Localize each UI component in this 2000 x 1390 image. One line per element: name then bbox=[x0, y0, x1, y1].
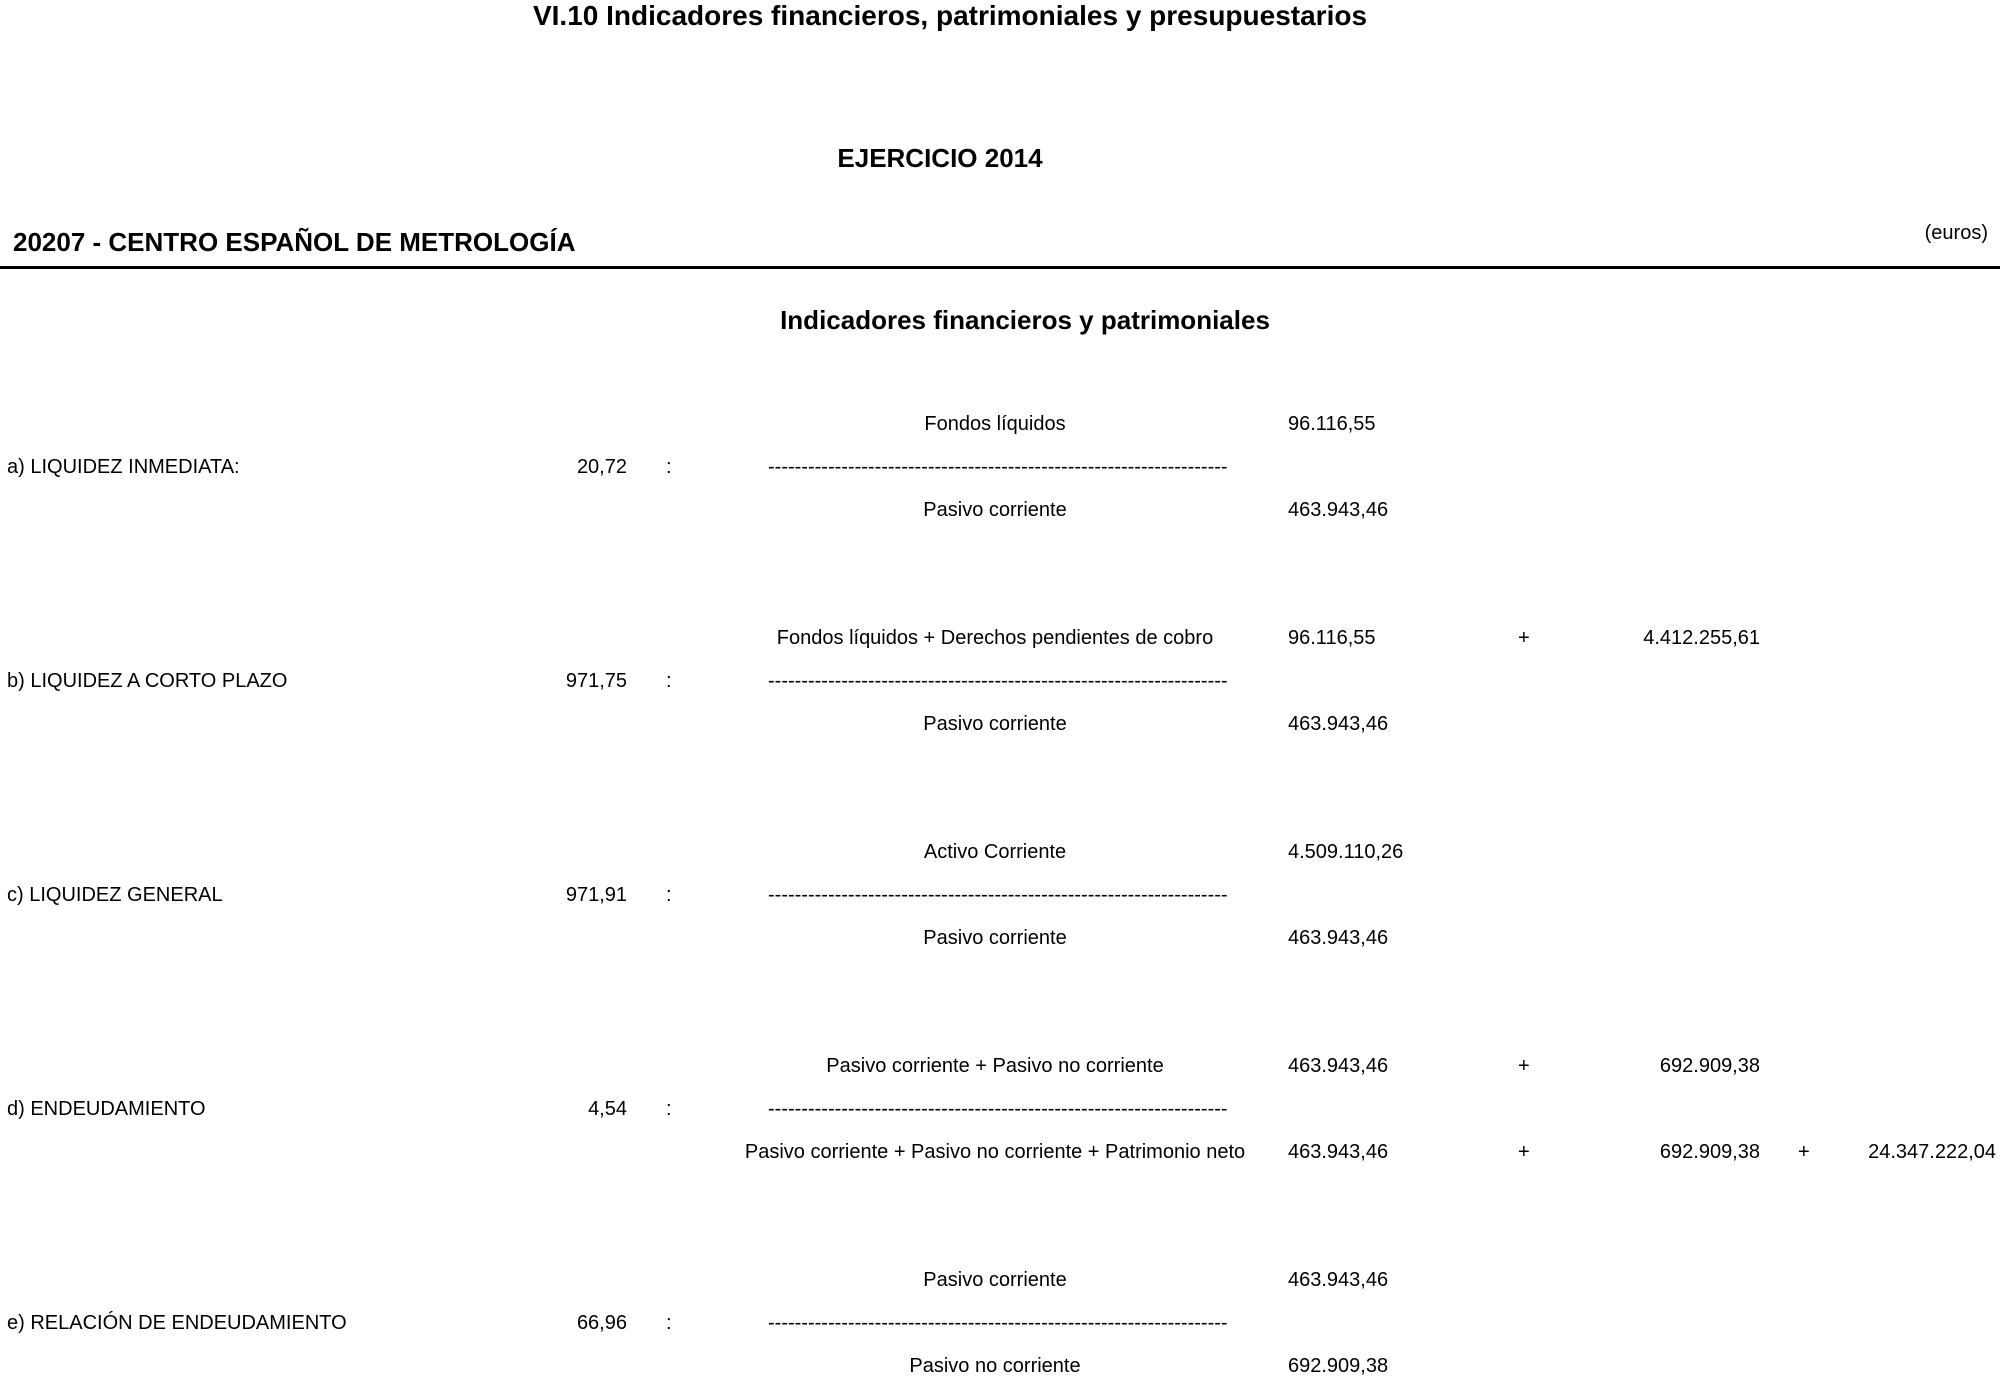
numerator-plus-sign: + bbox=[1518, 627, 1530, 649]
numerator-value-1: 463.943,46 bbox=[1288, 1055, 1389, 1077]
denominator-expression: Pasivo corriente bbox=[923, 927, 1067, 949]
denominator-expression: Pasivo corriente bbox=[923, 499, 1067, 521]
fraction-rule: --------------------------------------------------------------------- bbox=[768, 456, 1228, 478]
denominator-plus-sign-2: + bbox=[1798, 1141, 1810, 1163]
fraction-rule: --------------------------------------------------------------------- bbox=[768, 1098, 1228, 1120]
indicator-endeudamiento bbox=[0, 1046, 2000, 1176]
denominator-value-1: 463.943,46 bbox=[1288, 927, 1389, 949]
indicator-label: d) ENDEUDAMIENTO bbox=[7, 1098, 206, 1120]
numerator-value-2: 4.412.255,61 bbox=[1643, 627, 1760, 649]
indicator-ratio: 971,75 bbox=[565, 670, 627, 692]
indicator-relacion-endeudamiento bbox=[0, 1260, 2000, 1390]
fraction-rule: --------------------------------------------------------------------- bbox=[768, 884, 1228, 906]
header-divider bbox=[0, 266, 2000, 269]
indicator-liquidez-inmediata bbox=[0, 404, 2000, 534]
section-title: Indicadores financieros y patrimoniales bbox=[780, 305, 1270, 335]
denominator-value-2: 692.909,38 bbox=[1659, 1141, 1760, 1163]
indicator-ratio: 20,72 bbox=[576, 456, 627, 478]
denominator-expression: Pasivo corriente bbox=[923, 713, 1067, 735]
numerator-value-1: 96.116,55 bbox=[1288, 413, 1376, 435]
indicator-label: c) LIQUIDEZ GENERAL bbox=[7, 884, 223, 906]
entity-heading: 20207 - CENTRO ESPAÑOL DE METROLOGÍA bbox=[13, 227, 576, 257]
denominator-value-1: 463.943,46 bbox=[1288, 499, 1389, 521]
denominator-plus-sign-1: + bbox=[1518, 1141, 1530, 1163]
currency-units-label: (euros) bbox=[1924, 222, 1988, 244]
denominator-value-1: 463.943,46 bbox=[1288, 713, 1389, 735]
denominator-expression: Pasivo corriente + Pasivo no corriente + Patrimonio neto bbox=[744, 1141, 1246, 1163]
ratio-separator: : bbox=[666, 1098, 672, 1120]
indicator-label: b) LIQUIDEZ A CORTO PLAZO bbox=[7, 670, 288, 692]
indicator-liquidez-general bbox=[0, 832, 2000, 962]
numerator-value-1: 96.116,55 bbox=[1288, 627, 1376, 649]
numerator-expression: Fondos líquidos bbox=[924, 413, 1066, 435]
numerator-expression: Activo Corriente bbox=[923, 841, 1067, 863]
indicator-ratio: 4,54 bbox=[588, 1098, 627, 1120]
ratio-separator: : bbox=[666, 1312, 672, 1334]
document-title: VI.10 Indicadores financieros, patrimoniales y presupuestarios bbox=[532, 0, 1368, 31]
ratio-separator: : bbox=[666, 884, 672, 906]
numerator-value-1: 463.943,46 bbox=[1288, 1269, 1389, 1291]
numerator-expression: Fondos líquidos + Derechos pendientes de cobro bbox=[776, 627, 1214, 649]
fiscal-year-heading: EJERCICIO 2014 bbox=[837, 143, 1043, 173]
denominator-value-1: 692.909,38 bbox=[1288, 1355, 1389, 1377]
numerator-plus-sign: + bbox=[1518, 1055, 1530, 1077]
numerator-value-2: 692.909,38 bbox=[1659, 1055, 1760, 1077]
ratio-separator: : bbox=[666, 456, 672, 478]
numerator-expression: Pasivo corriente + Pasivo no corriente bbox=[826, 1055, 1164, 1077]
indicator-ratio: 971,91 bbox=[565, 884, 627, 906]
denominator-value-3: 24.347.222,04 bbox=[1868, 1141, 1996, 1163]
indicator-label: e) RELACIÓN DE ENDEUDAMIENTO bbox=[7, 1312, 347, 1334]
fraction-rule: --------------------------------------------------------------------- bbox=[768, 1312, 1228, 1334]
denominator-value-1: 463.943,46 bbox=[1288, 1141, 1389, 1163]
numerator-expression: Pasivo corriente bbox=[923, 1269, 1067, 1291]
ratio-separator: : bbox=[666, 670, 672, 692]
denominator-expression: Pasivo no corriente bbox=[909, 1355, 1081, 1377]
indicator-liquidez-corto-plazo bbox=[0, 618, 2000, 748]
fraction-rule: --------------------------------------------------------------------- bbox=[768, 670, 1228, 692]
indicator-label: a) LIQUIDEZ INMEDIATA: bbox=[7, 456, 240, 478]
indicator-ratio: 66,96 bbox=[576, 1312, 627, 1334]
numerator-value-1: 4.509.110,26 bbox=[1288, 841, 1404, 863]
